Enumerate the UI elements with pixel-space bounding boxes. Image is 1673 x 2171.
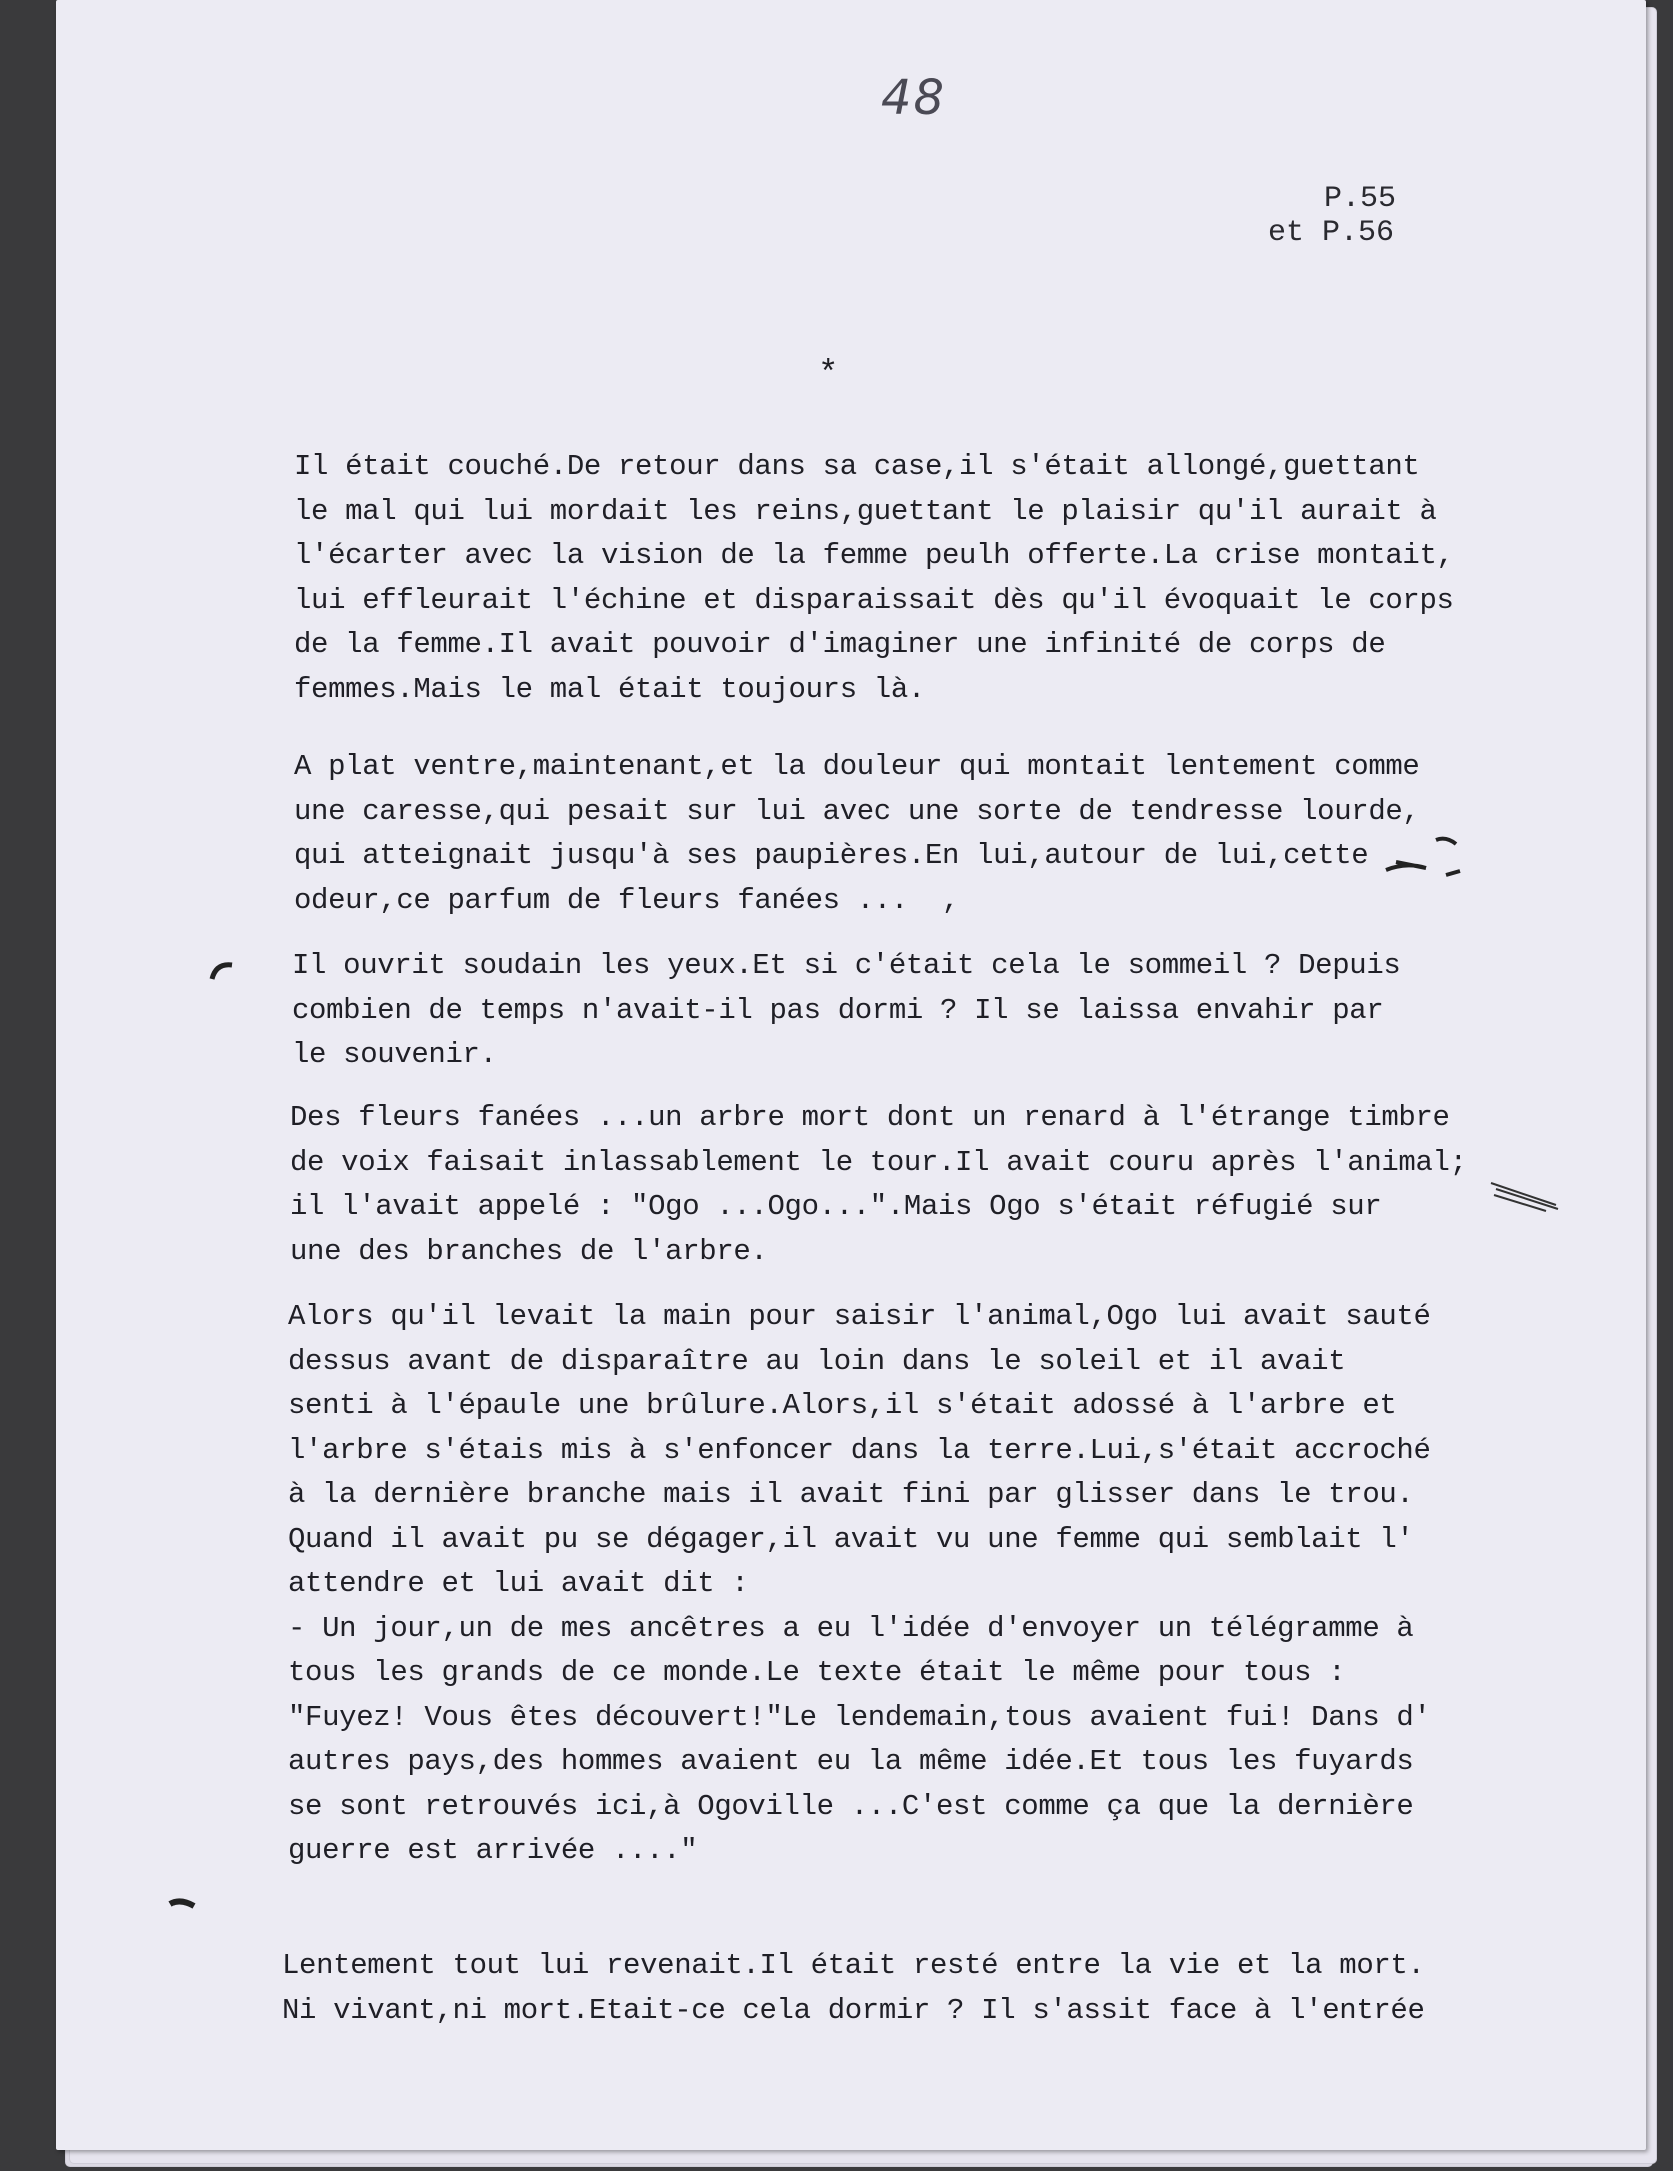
text-line: dessus avant de disparaître au loin dans le soleil et il avait <box>288 1344 1346 1378</box>
text-line: de voix faisait inlassablement le tour.Il avait couru après l'animal; <box>290 1145 1467 1179</box>
ink-mark-left-1 <box>206 955 246 985</box>
page-reference-line-2: et P.56 <box>1268 216 1395 250</box>
ink-mark-left-2 <box>164 1890 204 1920</box>
text-line: Quand il avait pu se dégager,il avait vu une femme qui semblait l' <box>288 1522 1414 1556</box>
handwritten-page-number: 48 <box>881 70 947 126</box>
text-line: lui effleurait l'échine et disparaissait dès qu'il évoquait le corps <box>294 583 1454 617</box>
text-line: Lentement tout lui revenait.Il était resté entre la vie et la mort. <box>282 1949 1425 1982</box>
paragraph-6 <box>282 1944 1482 2033</box>
text-line: Il ouvrit soudain les yeux.Et si c'était cela le sommeil ? Depuis <box>292 949 1401 982</box>
section-separator: * <box>818 356 839 394</box>
text-line: A plat ventre,maintenant,et la douleur qui montait lentement comme <box>294 750 1420 783</box>
text-line: l'arbre s'étais mis à s'enfoncer dans la terre.Lui,s'était accroché <box>288 1433 1431 1467</box>
paragraph-4 <box>290 1096 1490 1274</box>
text-line: - Un jour,un de mes ancêtres a eu l'idée d'envoyer un télégramme à <box>288 1611 1414 1645</box>
text-line: tous les grands de ce monde.Le texte était le même pour tous : <box>288 1656 1346 1689</box>
ink-mark-right-1 <box>1376 820 1466 890</box>
text-line: Des fleurs fanées ...un arbre mort dont un renard à l'étrange timbre <box>290 1101 1450 1134</box>
paragraph-5 <box>288 1295 1488 1874</box>
text-line: senti à l'épaule une brûlure.Alors,il s'était adossé à l'arbre et <box>288 1389 1397 1422</box>
text-line: Il était couché.De retour dans sa case,il s'était allongé,guettant <box>294 450 1420 483</box>
text-line: le mal qui lui mordait les reins,guettant le plaisir qu'il aurait à <box>294 494 1437 528</box>
ink-mark-right-2 <box>1486 1175 1566 1215</box>
text-line: guerre est arrivée ...." <box>288 1834 698 1867</box>
text-line: l'écarter avec la vision de la femme peulh offerte.La crise montait, <box>294 539 1454 572</box>
typewritten-page <box>56 0 1646 2150</box>
text-line: à la dernière branche mais il avait fini par glisser dans le trou. <box>288 1478 1414 1511</box>
text-line: femmes.Mais le mal était toujours là. <box>294 672 925 706</box>
paragraph-2 <box>294 745 1494 923</box>
text-line: le souvenir. <box>292 1038 497 1071</box>
text-line: Alors qu'il levait la main pour saisir l'animal,Ogo lui avait sauté <box>288 1300 1431 1333</box>
page-reference-line-1: P.55 <box>1324 182 1397 216</box>
text-line: odeur,ce parfum de fleurs fanées ... , <box>294 883 960 917</box>
text-line: une caresse,qui pesait sur lui avec une sorte de tendresse lourde, <box>294 794 1420 828</box>
text-line: il l'avait appelé : "Ogo ...Ogo...".Mais Ogo s'était réfugié sur <box>290 1190 1382 1223</box>
text-line: autres pays,des hommes avaient eu la même idée.Et tous les fuyards <box>288 1745 1414 1778</box>
paragraph-3 <box>292 944 1492 1078</box>
text-line: une des branches de l'arbre. <box>290 1234 768 1268</box>
text-line: de la femme.Il avait pouvoir d'imaginer une infinité de corps de <box>294 628 1386 661</box>
text-line: qui atteignait jusqu'à ses paupières.En lui,autour de lui,cette <box>294 839 1369 872</box>
text-line: "Fuyez! Vous êtes découvert!"Le lendemain,tous avaient fui! Dans d' <box>288 1700 1431 1734</box>
text-line: se sont retrouvés ici,à Ogoville ...C'est comme ça que la dernière <box>288 1789 1414 1823</box>
text-line: attendre et lui avait dit : <box>288 1567 749 1600</box>
text-line: combien de temps n'avait-il pas dormi ? Il se laissa envahir par <box>292 993 1384 1027</box>
paragraph-1 <box>294 445 1494 712</box>
text-line: Ni vivant,ni mort.Etait-ce cela dormir ? Il s'assit face à l'entrée <box>282 1993 1425 2027</box>
